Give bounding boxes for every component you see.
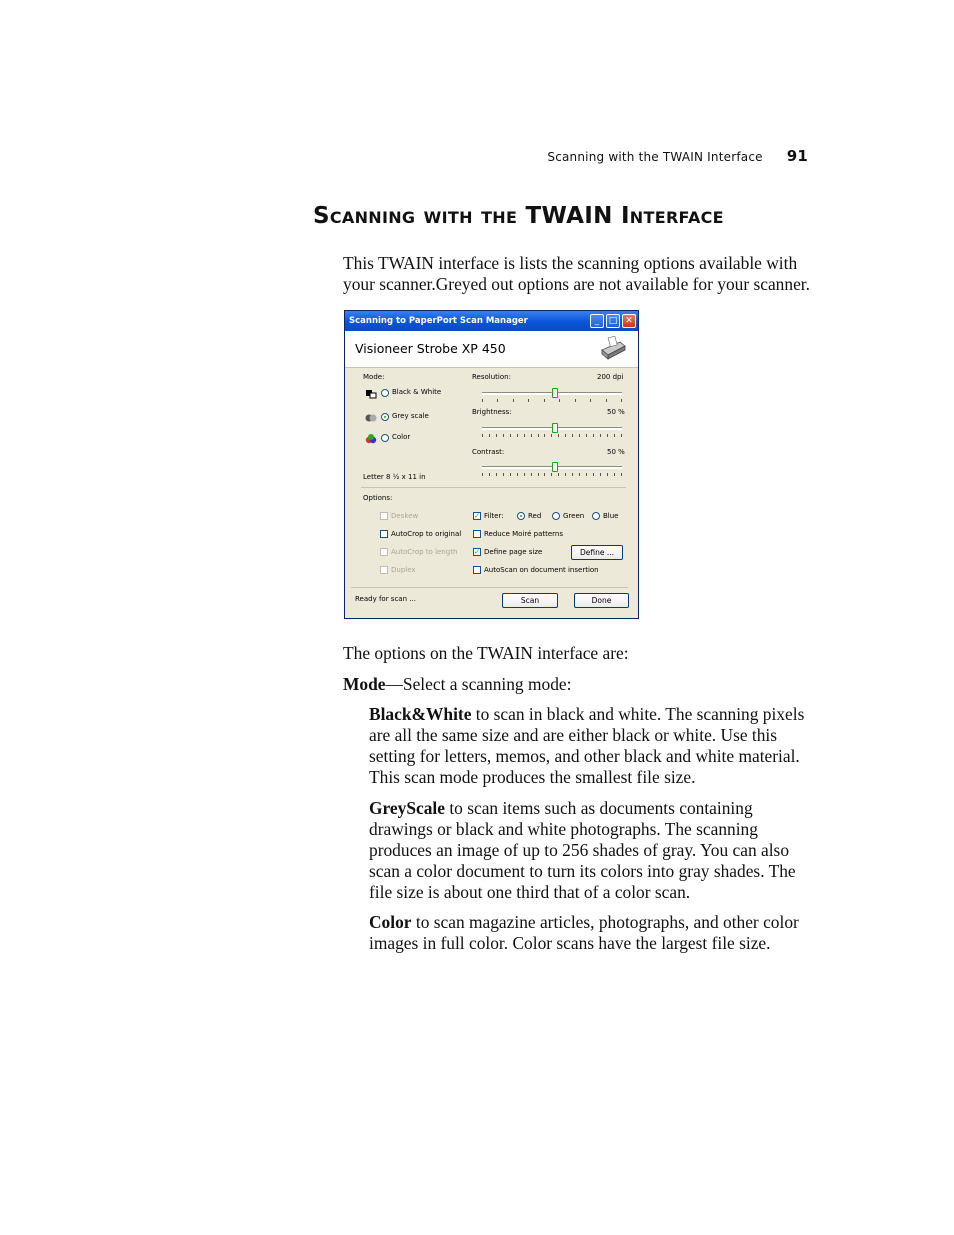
reduce-moire-label: Reduce Moiré patterns bbox=[484, 530, 564, 538]
duplex-label: Duplex bbox=[391, 566, 416, 574]
status-divider bbox=[351, 587, 628, 588]
brightness-value: 50 % bbox=[607, 408, 625, 416]
autocrop-length-checkbox[interactable] bbox=[380, 548, 388, 556]
brightness-ticks bbox=[482, 434, 622, 437]
autoscan-checkbox[interactable] bbox=[473, 566, 481, 574]
dialog-titlebar bbox=[345, 311, 638, 331]
mode-option-bw: Black & White bbox=[392, 388, 442, 396]
radio-black-white[interactable] bbox=[381, 389, 389, 397]
duplex-checkbox[interactable] bbox=[380, 566, 388, 574]
contrast-label: Contrast: bbox=[472, 448, 505, 456]
filter-checkbox[interactable]: ✓ bbox=[474, 512, 480, 520]
radio-color[interactable] bbox=[381, 434, 389, 442]
brightness-slider[interactable] bbox=[552, 423, 558, 433]
scanner-icon bbox=[600, 336, 626, 360]
running-head-title: Scanning with the TWAIN Interface bbox=[547, 150, 763, 164]
mode-option-grey: Grey scale bbox=[392, 412, 429, 420]
grey-paragraph bbox=[369, 798, 809, 903]
options-label: Options: bbox=[363, 494, 393, 502]
black-white-icon bbox=[365, 389, 377, 399]
filter-blue-label: Blue bbox=[603, 512, 619, 520]
section-title: Scanning with the TWAIN Interface bbox=[313, 203, 724, 229]
running-head bbox=[420, 147, 808, 165]
mode-heading: Mode bbox=[343, 674, 386, 694]
resolution-label: Resolution: bbox=[472, 373, 511, 381]
minimize-icon[interactable]: _ bbox=[590, 314, 604, 328]
mode-desc: —Select a scanning mode: bbox=[385, 674, 572, 694]
page-number: 91 bbox=[786, 147, 808, 165]
dialog-header bbox=[345, 331, 638, 368]
close-icon[interactable]: ✕ bbox=[622, 314, 636, 328]
radio-filter-red[interactable] bbox=[517, 512, 525, 520]
define-button[interactable]: Define ... bbox=[571, 545, 623, 560]
resolution-ticks bbox=[482, 399, 622, 402]
maximize-icon[interactable]: □ bbox=[606, 314, 620, 328]
done-button[interactable]: Done bbox=[574, 593, 629, 608]
grey-text: to scan items such as documents containing drawings or black and white photographs. The scanning produces an image of up to 256 shades of gray. You can also scan a color document to turn its colors into gray shades. The file size is about one third that of a color scan. bbox=[369, 798, 796, 902]
define-page-size-label: Define page size bbox=[484, 548, 543, 556]
scanner-model: Visioneer Strobe XP 450 bbox=[355, 341, 506, 356]
twain-dialog bbox=[344, 310, 639, 619]
scan-button[interactable]: Scan bbox=[502, 593, 558, 608]
options-divider bbox=[361, 487, 626, 488]
mode-label: Mode: bbox=[363, 373, 385, 381]
contrast-ticks bbox=[482, 473, 622, 476]
mode-paragraph bbox=[343, 674, 813, 695]
contrast-slider[interactable] bbox=[552, 462, 558, 472]
color-icon bbox=[365, 434, 377, 444]
page-size: Letter 8 ½ x 11 in bbox=[363, 473, 426, 481]
brightness-label: Brightness: bbox=[472, 408, 512, 416]
status-text: Ready for scan ... bbox=[355, 595, 416, 603]
color-text: to scan magazine articles, photographs, and other color images in full color. Color scans have the largest file size. bbox=[369, 912, 799, 953]
color-term: Color bbox=[369, 912, 412, 932]
options-intro: The options on the TWAIN interface are: bbox=[343, 643, 629, 663]
resolution-value: 200 dpi bbox=[597, 373, 624, 381]
autocrop-original-checkbox[interactable] bbox=[380, 530, 388, 538]
deskew-checkbox[interactable] bbox=[380, 512, 388, 520]
radio-filter-blue[interactable] bbox=[592, 512, 600, 520]
dialog-title: Scanning to PaperPort Scan Manager bbox=[349, 316, 528, 326]
filter-green-label: Green bbox=[563, 512, 585, 520]
deskew-label: Deskew bbox=[391, 512, 419, 520]
bw-term: Black&White bbox=[369, 704, 472, 724]
bw-paragraph bbox=[369, 704, 809, 788]
resolution-slider[interactable] bbox=[552, 388, 558, 398]
reduce-moire-checkbox[interactable] bbox=[473, 530, 481, 538]
mode-option-color: Color bbox=[392, 433, 411, 441]
intro-paragraph: This TWAIN interface is lists the scanning options available with your scanner.Greyed out options are not available for your scanner. bbox=[343, 253, 810, 294]
radio-greyscale[interactable] bbox=[381, 413, 389, 421]
autocrop-original-label: AutoCrop to original bbox=[391, 530, 462, 538]
filter-label: Filter: bbox=[484, 512, 504, 520]
color-paragraph bbox=[369, 912, 809, 954]
filter-red-label: Red bbox=[528, 512, 542, 520]
radio-filter-green[interactable] bbox=[552, 512, 560, 520]
grey-term: GreyScale bbox=[369, 798, 445, 818]
bw-text: to scan in black and white. The scanning pixels are all the same size and are either black or white. Use this setting for letters, memos, and other black and white material. This scan mode produces the smallest file size. bbox=[369, 704, 805, 787]
define-page-size-checkbox[interactable]: ✓ bbox=[474, 548, 480, 556]
greyscale-icon bbox=[365, 413, 377, 423]
contrast-value: 50 % bbox=[607, 448, 625, 456]
autocrop-length-label: AutoCrop to length bbox=[391, 548, 458, 556]
autoscan-label: AutoScan on document insertion bbox=[484, 566, 599, 574]
